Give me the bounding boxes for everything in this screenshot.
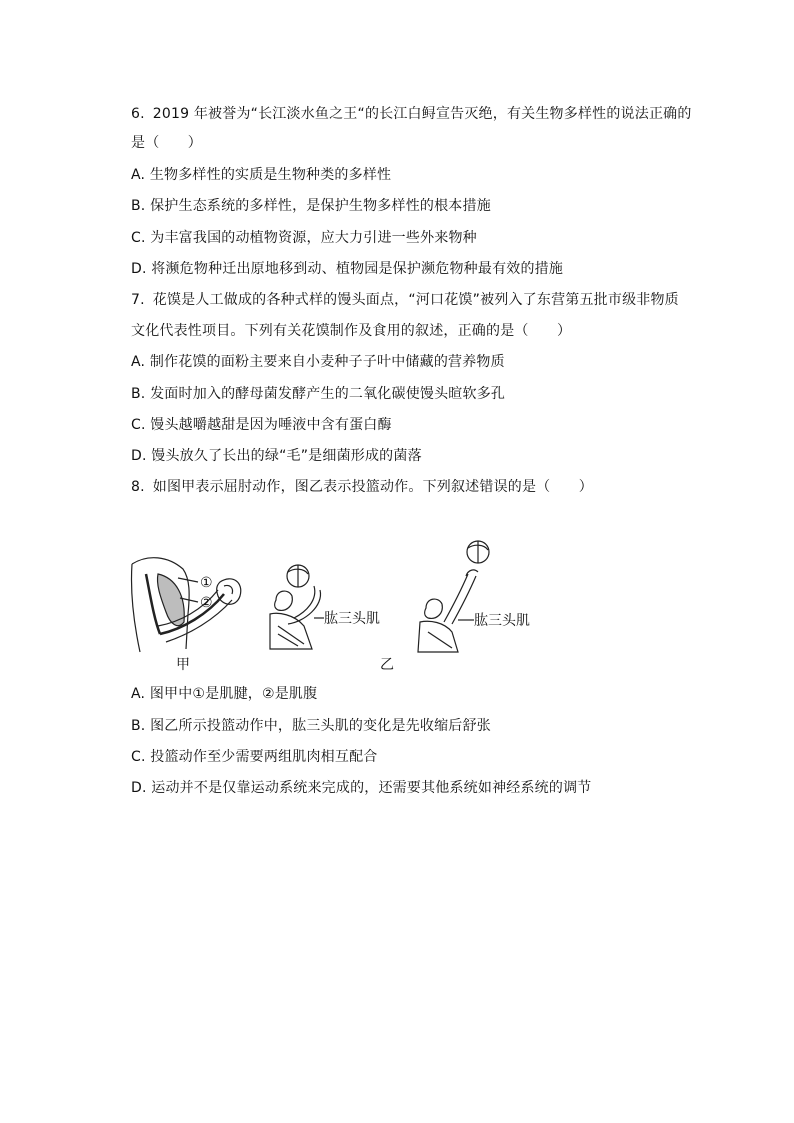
q7-option-c: C. 馒头越嚼越甜是因为唾液中含有蛋白酶 (131, 417, 392, 433)
figure-yi-player-shooting-start (270, 565, 321, 649)
q7-option-d: D. 馒头放久了长出的绿“毛”是细菌形成的菌落 (131, 448, 422, 464)
q8-figure-svg (128, 534, 568, 674)
figure-label-yi: 乙 (380, 657, 394, 673)
q8-stem-line1: 8. 如图甲表示屈肘动作，图乙表示投篮动作。下列叙述错误的是（ ） (131, 479, 593, 495)
figure-muscle-label-1: 肱三头肌 (324, 611, 380, 627)
q8-option-b: B. 图乙所示投篮动作中，肱三头肌的变化是先收缩后舒张 (131, 718, 491, 734)
figure-jia-arm (131, 558, 240, 652)
figure-marker-1: ① (200, 575, 213, 591)
q8-option-c: C. 投篮动作至少需要两组肌肉相互配合 (131, 749, 378, 765)
q6-stem-line2: 是（ ） (131, 135, 202, 151)
q8-number: 8. (131, 479, 145, 495)
q7-stem-line2: 文化代表性项目。下列有关花馍制作及食用的叙述，正确的是（ ） (131, 323, 572, 339)
q7-stem-line1: 7. 花馍是人工做成的各种式样的馒头面点，“河口花馍”被列入了东营第五批市级非物质 (131, 292, 679, 308)
q6-option-d: D. 将濒危物种迁出原地移到动、植物园是保护濒危物种最有效的措施 (131, 261, 564, 277)
q6-option-b: B. 保护生态系统的多样性，是保护生物多样性的根本措施 (131, 198, 491, 214)
q8-option-d: D. 运动并不是仅靠运动系统来完成的，还需要其他系统如神经系统的调节 (131, 780, 592, 796)
q8-figure (128, 534, 568, 674)
q7-option-b: B. 发面时加入的酵母菌发酵产生的二氧化碳使馒头暄软多孔 (131, 386, 506, 402)
q7-number: 7. (131, 292, 145, 308)
figure-yi-player-shooting-release (418, 541, 489, 652)
figure-label-jia: 甲 (176, 657, 190, 673)
q6-option-a: A. 生物多样性的实质是生物种类的多样性 (131, 167, 392, 183)
q6-option-c: C. 为丰富我国的动植物资源，应大力引进一些外来物种 (131, 230, 477, 246)
q6-number: 6. (131, 106, 145, 122)
figure-muscle-label-2: 肱三头肌 (474, 613, 530, 629)
q6-stem-line1: 6. 2019 年被誉为“长江淡水鱼之王“的长江白鲟宣告灭绝，有关生物多样性的说法正确的 (131, 106, 692, 122)
q7-option-a: A. 制作花馍的面粉主要来自小麦种子子叶中储藏的营养物质 (131, 354, 505, 370)
figure-marker-2: ② (200, 595, 213, 611)
q8-option-a: A. 图甲中①是肌腱，②是肌腹 (131, 686, 318, 702)
